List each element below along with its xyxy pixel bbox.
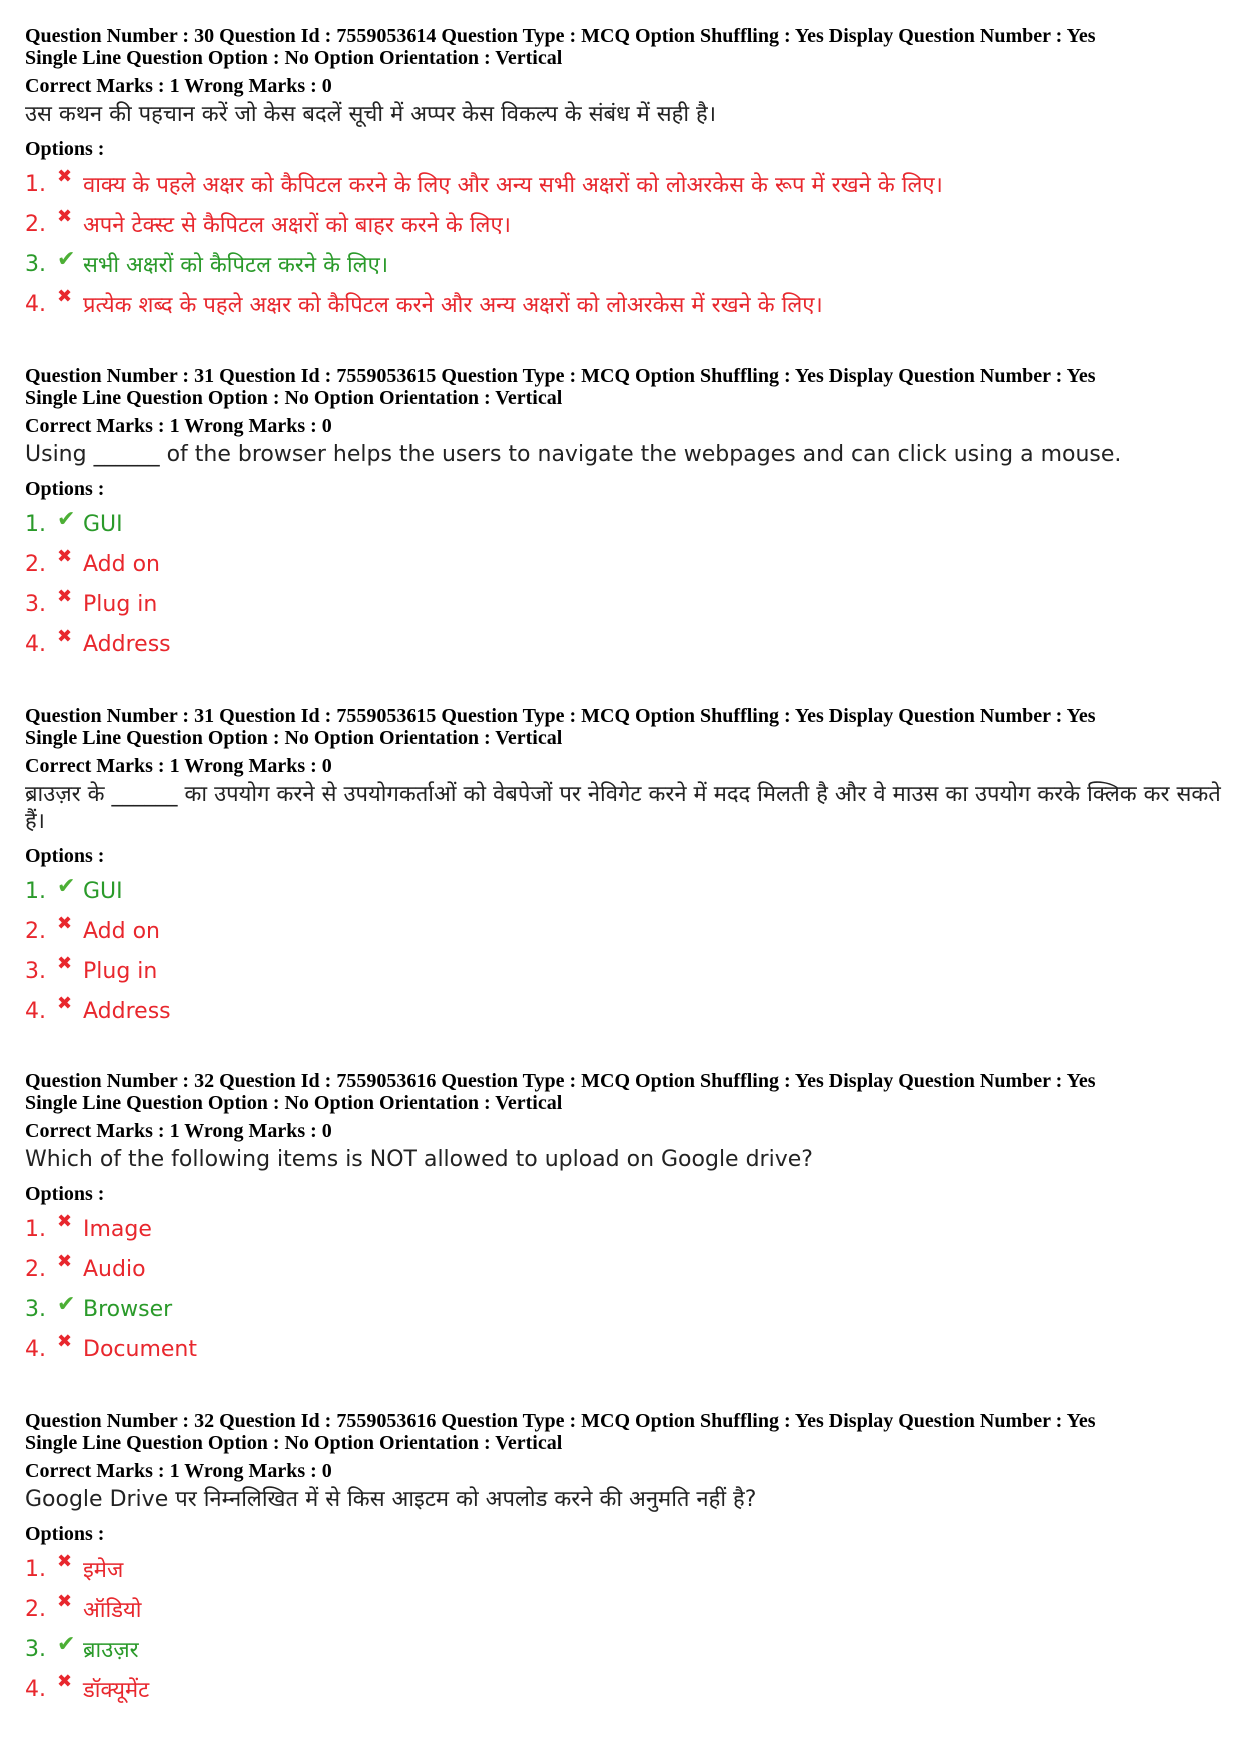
cross-icon: ✖ [57,1211,73,1232]
question-block [25,705,1225,1031]
question-block [25,1410,1225,1709]
option-text: सभी अक्षरों को कैपिटल करने के लिए। [83,253,389,278]
option-number: 1. [25,1216,46,1242]
check-icon: ✔ [57,1292,76,1317]
options-list [25,504,1225,664]
option-text: ब्राउज़र [83,1638,139,1663]
cross-icon: ✖ [57,586,73,607]
option-item [25,1249,1225,1289]
cross-icon: ✖ [57,286,73,307]
cross-icon: ✖ [57,1331,73,1352]
option-item [25,951,1225,991]
option-text: ऑडियो [83,1598,142,1623]
cross-icon: ✖ [57,1591,73,1612]
question-meta [25,365,1225,409]
meta-line-1: Question Number : 32 Question Id : 7559053616 Question Type : MCQ Option Shuffling : Yes Display Question Number : Yes [25,1410,1096,1432]
option-number: 4. [25,1336,46,1362]
check-icon: ✔ [57,874,76,899]
option-number: 3. [25,958,46,984]
option-text: GUI [83,878,123,904]
options-list [25,1209,1225,1369]
option-text: Address [83,631,171,657]
meta-line-2: Single Line Question Option : No Option Orientation : Vertical [25,727,563,749]
meta-line-2: Single Line Question Option : No Option Orientation : Vertical [25,1092,563,1114]
question-meta [25,1410,1225,1454]
cross-icon: ✖ [57,1251,73,1272]
cross-icon: ✖ [57,1671,73,1692]
option-text: अपने टेक्स्ट से कैपिटल अक्षरों को बाहर करने के लिए। [83,213,511,238]
marks-line: Correct Marks : 1 Wrong Marks : 0 [25,1120,332,1142]
question-block [25,365,1225,664]
option-item [25,991,1225,1031]
cross-icon: ✖ [57,626,73,647]
cross-icon: ✖ [57,166,73,187]
marks-line: Correct Marks : 1 Wrong Marks : 0 [25,75,332,97]
option-text: इमेज [83,1558,124,1583]
check-icon: ✔ [57,507,76,532]
meta-line-1: Question Number : 31 Question Id : 7559053615 Question Type : MCQ Option Shuffling : Yes Display Question Number : Yes [25,365,1096,387]
options-list [25,871,1225,1031]
option-text: प्रत्येक शब्द के पहले अक्षर को कैपिटल करने और अन्य अक्षरों को लोअरकेस में रखने के लिए। [83,293,823,318]
option-number: 2. [25,551,46,577]
option-text: GUI [83,511,123,537]
options-label: Options : [25,478,105,500]
option-item [25,504,1225,544]
option-item [25,204,1225,244]
cross-icon: ✖ [57,953,73,974]
option-text: Add on [83,551,160,577]
marks-line: Correct Marks : 1 Wrong Marks : 0 [25,415,332,437]
options-label: Options : [25,845,105,867]
option-item [25,911,1225,951]
meta-line-1: Question Number : 31 Question Id : 7559053615 Question Type : MCQ Option Shuffling : Yes Display Question Number : Yes [25,705,1096,727]
option-text: Address [83,998,171,1024]
option-text: Add on [83,918,160,944]
question-text: Google Drive पर निम्नलिखित में से किस आइटम को अपलोड करने की अनुमति नहीं है? [25,1487,757,1512]
option-item [25,1549,1225,1589]
option-number: 3. [25,1636,46,1662]
question-meta [25,705,1225,749]
options-list [25,164,1225,324]
option-number: 3. [25,1296,46,1322]
option-text: Plug in [83,958,158,984]
question-block [25,25,1225,324]
option-number: 1. [25,878,46,904]
question-meta [25,1070,1225,1114]
options-list [25,1549,1225,1709]
option-number: 1. [25,511,46,537]
option-text: डॉक्यूमेंट [83,1678,150,1703]
option-item [25,1289,1225,1329]
question-meta [25,25,1225,69]
meta-line-1: Question Number : 32 Question Id : 7559053616 Question Type : MCQ Option Shuffling : Yes Display Question Number : Yes [25,1070,1096,1092]
cross-icon: ✖ [57,913,73,934]
option-item [25,284,1225,324]
option-item [25,1629,1225,1669]
option-number: 4. [25,631,46,657]
option-number: 2. [25,918,46,944]
question-text: Using ______ of the browser helps the users to navigate the webpages and can click using a mouse. [25,442,1122,467]
option-number: 4. [25,1676,46,1702]
question-text: उस कथन की पहचान करें जो केस बदलें सूची में अप्पर केस विकल्प के संबंध में सही है। [25,102,717,127]
meta-line-2: Single Line Question Option : No Option Orientation : Vertical [25,387,563,409]
cross-icon: ✖ [57,1551,73,1572]
cross-icon: ✖ [57,546,73,567]
option-number: 3. [25,591,46,617]
option-number: 2. [25,211,46,237]
option-item [25,871,1225,911]
meta-line-2: Single Line Question Option : No Option Orientation : Vertical [25,1432,563,1454]
check-icon: ✔ [57,1632,76,1657]
check-icon: ✔ [57,247,76,272]
option-text: Image [83,1216,152,1242]
option-number: 2. [25,1596,46,1622]
option-number: 4. [25,998,46,1024]
option-item [25,1209,1225,1249]
option-item [25,244,1225,284]
option-text: वाक्य के पहले अक्षर को कैपिटल करने के लिए और अन्य सभी अक्षरों को लोअरकेस के रूप में रखने के लिए। [83,173,943,198]
option-item [25,1589,1225,1629]
options-label: Options : [25,1183,105,1205]
option-item [25,544,1225,584]
option-number: 3. [25,251,46,277]
option-text: Audio [83,1256,146,1282]
marks-line: Correct Marks : 1 Wrong Marks : 0 [25,1460,332,1482]
question-text: Which of the following items is NOT allowed to upload on Google drive? [25,1147,813,1172]
option-text: Browser [83,1296,173,1322]
option-item [25,584,1225,624]
question-text: ब्राउज़र के ______ का उपयोग करने से उपयोगकर्ताओं को वेबपेजों पर नेविगेट करने में मदद मिलती है और वे माउस का उपयोग करके क्लिक कर सकते हैं। [25,782,1221,834]
cross-icon: ✖ [57,206,73,227]
option-text: Plug in [83,591,158,617]
option-number: 1. [25,1556,46,1582]
meta-line-2: Single Line Question Option : No Option Orientation : Vertical [25,47,563,69]
option-text: Document [83,1336,197,1362]
option-item [25,624,1225,664]
question-block [25,1070,1225,1369]
marks-line: Correct Marks : 1 Wrong Marks : 0 [25,755,332,777]
options-label: Options : [25,138,105,160]
option-item [25,1669,1225,1709]
option-number: 1. [25,171,46,197]
meta-line-1: Question Number : 30 Question Id : 7559053614 Question Type : MCQ Option Shuffling : Yes Display Question Number : Yes [25,25,1096,47]
option-number: 4. [25,291,46,317]
cross-icon: ✖ [57,993,73,1014]
option-number: 2. [25,1256,46,1282]
option-item [25,1329,1225,1369]
option-item [25,164,1225,204]
options-label: Options : [25,1523,105,1545]
